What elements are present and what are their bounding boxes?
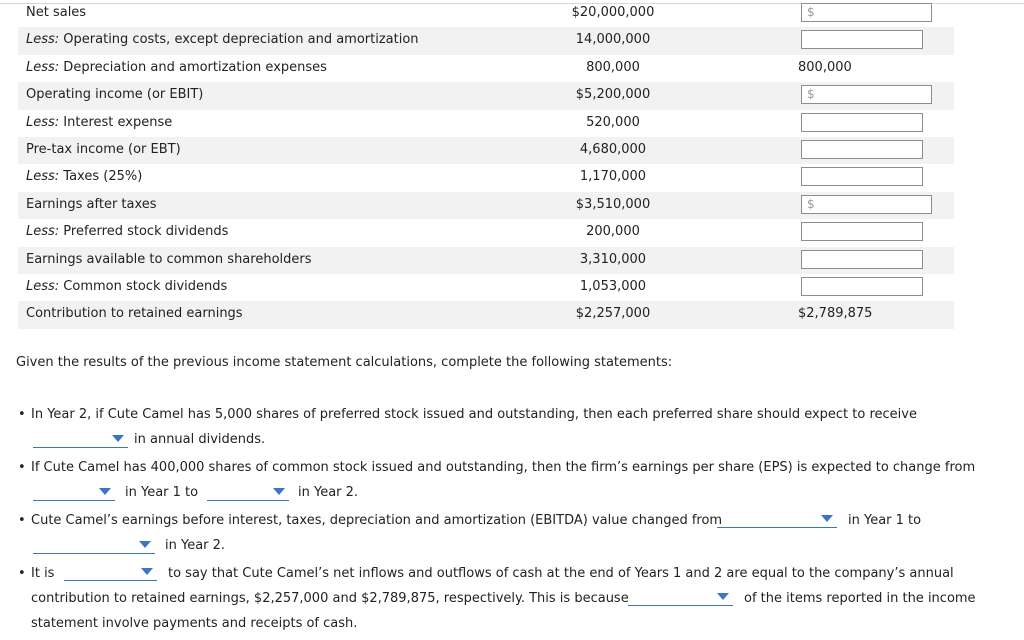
chevron-down-icon bbox=[99, 488, 111, 495]
ebitda-year1-dropdown[interactable] bbox=[717, 510, 837, 528]
row-label bbox=[26, 169, 142, 184]
year2-input[interactable]: $ bbox=[801, 195, 932, 214]
bullet4-text-line2: contribution to retained earnings, $2,257,000 and $2,789,875, respectively. This is because bbox=[31, 591, 629, 606]
row-label-text: Earnings after taxes bbox=[26, 196, 157, 212]
year1-value: 1,170,000 bbox=[579, 169, 647, 185]
chevron-down-icon bbox=[821, 515, 833, 522]
chevron-down-icon bbox=[112, 435, 124, 442]
row-label-text: Taxes (25%) bbox=[59, 169, 143, 185]
bullet1-text: In Year 2, if Cute Camel has 5,000 shares of preferred stock issued and outstanding, then each preferred share should expect to receive bbox=[31, 407, 917, 422]
year1-value: 4,680,000 bbox=[579, 141, 647, 157]
bullet3-text: Cute Camel’s earnings before interest, taxes, depreciation and amortization (EBITDA) value changed from bbox=[31, 513, 723, 528]
year2-input[interactable] bbox=[801, 140, 923, 159]
income-statement-table bbox=[18, 0, 954, 329]
eps-year1-dropdown[interactable] bbox=[33, 483, 115, 501]
row-label-text: Depreciation and amortization expenses bbox=[59, 59, 327, 75]
year1-value: $5,200,000 bbox=[575, 87, 651, 103]
table-row bbox=[18, 0, 954, 27]
year1-value: 14,000,000 bbox=[575, 32, 651, 48]
year2-input[interactable]: $ bbox=[801, 85, 932, 104]
row-label-prefix: Less: bbox=[26, 114, 60, 130]
bullet2-text: If Cute Camel has 400,000 shares of common stock issued and outstanding, then the firm’s earnings per share (EPS) is expected to change from bbox=[31, 460, 976, 475]
year2-input[interactable] bbox=[801, 167, 923, 186]
row-label bbox=[26, 252, 312, 267]
row-label-text: Common stock dividends bbox=[59, 278, 228, 294]
table-row bbox=[18, 110, 954, 137]
bullet-icon: • bbox=[18, 513, 26, 528]
row-label-prefix: Less: bbox=[26, 59, 60, 75]
year1-value: $2,257,000 bbox=[575, 306, 651, 322]
bullet-icon: • bbox=[18, 407, 26, 422]
row-label bbox=[26, 115, 172, 130]
bullet1-text-end: in annual dividends. bbox=[134, 432, 266, 447]
table-row bbox=[18, 27, 954, 54]
row-label-text: Preferred stock dividends bbox=[59, 224, 229, 240]
year2-value: 800,000 bbox=[798, 59, 852, 75]
row-label-text: Contribution to retained earnings bbox=[26, 306, 243, 322]
table-row bbox=[18, 82, 954, 109]
year1-value: $3,510,000 bbox=[575, 196, 651, 212]
table-row bbox=[18, 247, 954, 274]
accuracy-dropdown[interactable] bbox=[64, 563, 157, 581]
chevron-down-icon bbox=[139, 541, 151, 548]
row-label-prefix: Less: bbox=[26, 224, 60, 240]
row-label bbox=[26, 5, 86, 20]
row-label-text: Pre-tax income (or EBT) bbox=[26, 141, 181, 157]
year1-value: 3,310,000 bbox=[579, 251, 647, 267]
table-row bbox=[18, 219, 954, 246]
ebitda-year2-dropdown[interactable] bbox=[33, 536, 155, 554]
bullet2-text-mid: in Year 1 to bbox=[125, 485, 199, 500]
bullet4-text: It is bbox=[31, 566, 55, 581]
year1-value: 800,000 bbox=[586, 59, 640, 75]
bullet-icon: • bbox=[18, 460, 26, 475]
year2-input[interactable]: $ bbox=[801, 3, 932, 22]
year2-input[interactable] bbox=[801, 277, 923, 296]
year2-input[interactable] bbox=[801, 250, 923, 269]
bullet4-text-cont: to say that Cute Camel’s net inflows and outflows of cash at the end of Years 1 and 2 are equal to the company’s annual bbox=[168, 566, 954, 581]
year1-value: 520,000 bbox=[586, 114, 640, 130]
row-label bbox=[26, 279, 227, 294]
row-label-text: Operating income (or EBIT) bbox=[26, 87, 204, 103]
row-label-text: Earnings available to common shareholders bbox=[26, 251, 312, 267]
row-label-text: Operating costs, except depreciation and amortization bbox=[59, 32, 419, 48]
bullet2-text-end: in Year 2. bbox=[298, 485, 359, 500]
row-label bbox=[26, 197, 157, 212]
chevron-down-icon bbox=[273, 488, 285, 495]
row-label-prefix: Less: bbox=[26, 169, 60, 185]
table-row bbox=[18, 274, 954, 301]
row-label bbox=[26, 142, 181, 157]
bullet4-text-line3: statement involve payments and receipts of cash. bbox=[31, 616, 358, 631]
year2-input[interactable] bbox=[801, 113, 923, 132]
year2-input[interactable] bbox=[801, 30, 923, 49]
chevron-down-icon bbox=[141, 568, 153, 575]
row-label bbox=[26, 306, 243, 321]
bullet-icon: • bbox=[18, 566, 26, 581]
bullet4-text-line2-end: of the items reported in the income bbox=[744, 591, 976, 606]
row-label bbox=[26, 32, 419, 47]
row-label-text: Interest expense bbox=[59, 114, 173, 130]
row-label-text: Net sales bbox=[26, 5, 87, 20]
row-label-prefix: Less: bbox=[26, 278, 60, 294]
year1-value: $20,000,000 bbox=[571, 5, 655, 20]
eps-year2-dropdown[interactable] bbox=[207, 483, 289, 501]
chevron-down-icon bbox=[717, 593, 729, 600]
table-row bbox=[18, 137, 954, 164]
row-label bbox=[26, 87, 203, 102]
table-row bbox=[18, 192, 954, 219]
row-label bbox=[26, 60, 327, 75]
table-row bbox=[18, 55, 954, 82]
year1-value: 1,053,000 bbox=[579, 278, 647, 294]
bullet3-text-mid: in Year 1 to bbox=[848, 513, 922, 528]
bullet3-text-end: in Year 2. bbox=[165, 538, 226, 553]
year2-value: $2,789,875 bbox=[798, 306, 873, 322]
year1-value: 200,000 bbox=[586, 224, 640, 240]
row-label bbox=[26, 224, 228, 239]
year2-input[interactable] bbox=[801, 222, 923, 241]
preferred-dividend-dropdown[interactable] bbox=[33, 430, 128, 448]
instructions-text: Given the results of the previous income statement calculations, complete the following statements: bbox=[16, 355, 673, 370]
table-row bbox=[18, 301, 954, 328]
table-row bbox=[18, 164, 954, 191]
row-label-prefix: Less: bbox=[26, 32, 60, 48]
reason-dropdown[interactable] bbox=[628, 588, 733, 606]
